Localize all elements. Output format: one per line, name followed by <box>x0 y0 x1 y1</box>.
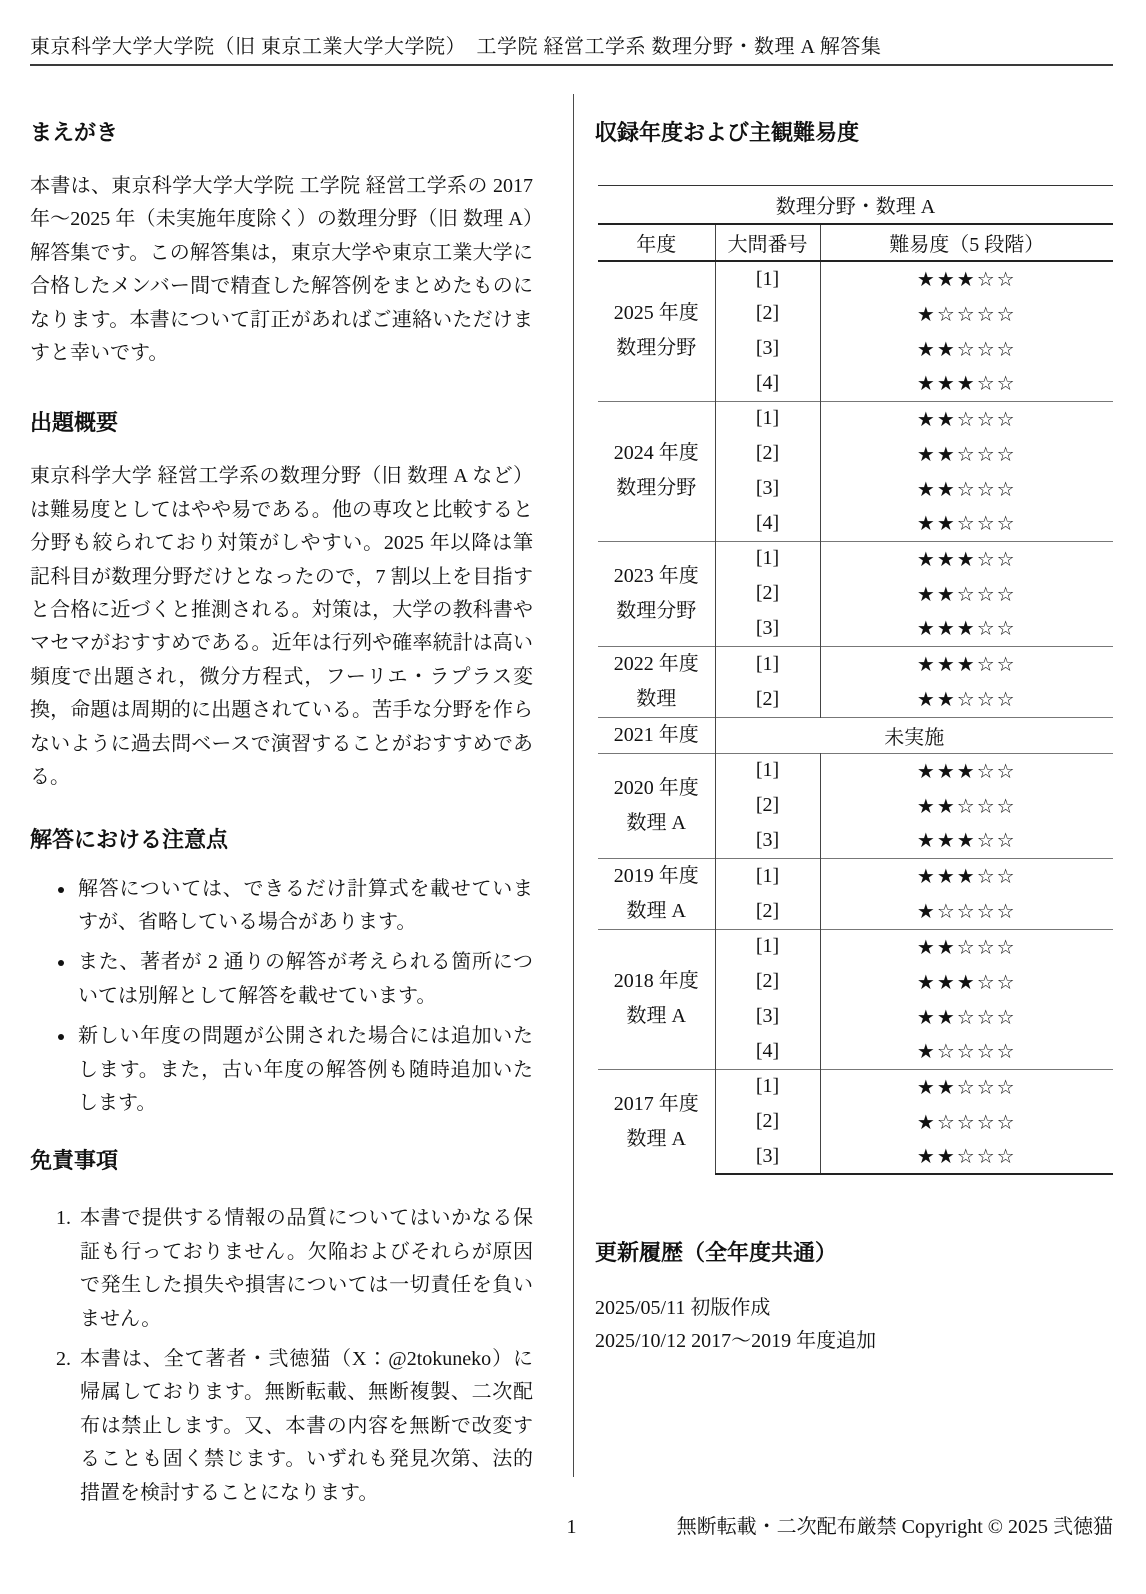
problem-number: [2] <box>715 788 820 823</box>
list-item: 1. 本書で提供する情報の品質についてはいかなる保証も行っておりません。欠陥およびそれらが原因で発生した損失や損害については一切責任を負いません。 <box>76 1202 533 1336</box>
problem-number: [2] <box>715 964 820 999</box>
difficulty-stars: ★★★☆☆ <box>916 969 1017 994</box>
problem-number: [2] <box>715 894 820 930</box>
difficulty-stars: ★★★☆☆ <box>820 858 1113 894</box>
problem-number: [1] <box>715 646 820 682</box>
year-label: 2024 年度 <box>613 442 699 464</box>
subject-label: 数理 <box>636 687 677 710</box>
problem-number: [3] <box>715 471 820 506</box>
problem-number: [3] <box>715 1139 820 1174</box>
year-label: 2021 年度 <box>613 723 699 746</box>
difficulty-stars: ★★★☆☆ <box>820 646 1113 682</box>
header-rule <box>30 64 1113 66</box>
difficulty-stars: ★☆☆☆☆ <box>916 1109 1017 1134</box>
difficulty-stars: ★☆☆☆☆ <box>916 1039 1017 1064</box>
section-heading-history: 更新履歴（全年度共通） <box>595 1240 838 1265</box>
year-label: 2025 年度 <box>613 302 699 325</box>
problem-number: [3] <box>715 823 820 858</box>
list-item: • 新しい年度の問題が公開された場合には追加いたします。また，古い年度の解答例も随時追加いたします。 <box>76 1020 533 1120</box>
difficulty-stars: ★★☆☆☆ <box>820 1069 1113 1104</box>
subject-label: 数理分野 <box>616 337 697 360</box>
column-header-number: 大問番号 <box>715 224 820 261</box>
difficulty-stars: ★★☆☆☆ <box>916 336 1017 361</box>
difficulty-stars: ★★☆☆☆ <box>916 1004 1017 1029</box>
difficulty-stars: ★★★☆☆ <box>916 267 1017 291</box>
table-span-header: 数理分野・数理 A <box>598 186 1113 225</box>
difficulty-stars: ★☆☆☆☆ <box>916 899 1017 923</box>
section-heading-disclaimer: 免責事項 <box>30 1148 119 1174</box>
section-heading-preface: まえがき <box>30 120 119 145</box>
year-cell <box>598 1069 715 1174</box>
column-header-year: 年度 <box>598 224 715 261</box>
problem-number: [1] <box>715 753 820 788</box>
preface-paragraph: 本書は、東京科学大学大学院 工学院 経営工学系の 2017 年〜2025 年（未実施年度除く）の数理分野（旧 数理 A）解答集です。この解答集は，東京大学や東京工業大学に合格したメンバー間で精査した解答例をまとめたものになります。本書について訂正があればご連絡いただけますと幸いです。 <box>30 175 533 365</box>
problem-number: [2] <box>715 436 820 471</box>
subject-label: 数理 A <box>626 1127 686 1150</box>
problem-number: [2] <box>715 1104 820 1139</box>
difficulty-stars: ★★☆☆☆ <box>916 511 1017 536</box>
problem-number: [1] <box>715 858 820 894</box>
difficulty-stars: ★★★☆☆ <box>820 541 1113 576</box>
year-cell <box>598 717 715 753</box>
copyright-notice: 無断転載・二次配布厳禁 Copyright © 2025 弐徳猫 <box>676 1516 1113 1538</box>
difficulty-stars: ★★☆☆☆ <box>916 793 1017 818</box>
year-label: 2017 年度 <box>613 1092 699 1115</box>
difficulty-stars: ★★☆☆☆ <box>820 929 1113 964</box>
year-cell <box>598 541 715 646</box>
column-divider <box>573 94 574 1477</box>
difficulty-stars: ★★★☆☆ <box>916 616 1017 641</box>
disclaimer-list <box>30 1202 533 1510</box>
year-cell <box>598 261 715 401</box>
problem-number: [1] <box>715 261 820 296</box>
problem-number: [3] <box>715 999 820 1034</box>
problem-number: [2] <box>715 576 820 611</box>
not-held-cell: 未実施 <box>715 717 1113 753</box>
history-entry: 2025/10/12 2017〜2019 年度追加 <box>595 1330 877 1352</box>
difficulty-stars: ★★★☆☆ <box>916 371 1017 396</box>
year-cell <box>598 929 715 1069</box>
year-label: 2019 年度 <box>613 864 699 887</box>
problem-number: [1] <box>715 401 820 436</box>
difficulty-stars: ★★☆☆☆ <box>916 581 1017 606</box>
section-heading-notes: 解答における注意点 <box>30 826 229 852</box>
difficulty-stars: ★★★☆☆ <box>820 753 1113 788</box>
year-label: 2023 年度 <box>613 564 699 587</box>
difficulty-stars: ★★☆☆☆ <box>916 441 1017 466</box>
problem-number: [4] <box>715 366 820 401</box>
year-cell <box>598 401 715 541</box>
subject-label: 数理 A <box>626 1005 686 1027</box>
running-header-title: 東京科学大学大学院（旧 東京工業大学大学院） 工学院 経営工学系 数理分野・数理 A 解答集 <box>30 36 882 58</box>
column-header-difficulty: 難易度（5 段階） <box>820 224 1113 261</box>
problem-number: [3] <box>715 611 820 646</box>
section-heading-overview: 出題概要 <box>30 410 119 436</box>
page-number: 1 <box>566 1516 577 1538</box>
subject-label: 数理 A <box>626 899 686 922</box>
list-item: 2. 本書は、全て著者・弐徳猫（X：@2tokuneko）に帰属しております。無断転載、無断複製、二次配布は禁止します。又、本書の内容を無断で改変することも固く禁じます。いずれも発見次第、法的措置を検討することになります。 <box>76 1343 533 1510</box>
left-column <box>30 100 533 1517</box>
problem-number: [4] <box>715 1034 820 1069</box>
section-heading-difficulty: 収録年度および主観難易度 <box>595 120 860 145</box>
list-item: • また、著者が 2 通りの解答が考えられる箇所については別解として解答を載せています。 <box>76 946 533 1013</box>
problem-number: [2] <box>715 682 820 718</box>
difficulty-stars: ★☆☆☆☆ <box>916 301 1017 326</box>
difficulty-table <box>598 185 1113 1175</box>
overview-paragraph: 東京科学大学 経営工学系の数理分野（旧 数理 A など）は難易度としてはやや易である。他の専攻と比較すると分野も絞られており対策がしやすい。2025 年以降は筆記科目が数理分野だけとなったので，7 割以上を目指すと合格に近づくと推測される。対策は，大学の教科書やマセマがおすすめである。近年は行列や確率統計は高い頻度で出題され，微分方程式，フーリエ・ラプラス変換，命題は周期的に出題されている。苦手な分野を作らないように過去問ベースで演習することがおすすめである。 <box>30 465 533 789</box>
problem-number: [3] <box>715 331 820 366</box>
right-column <box>595 100 1113 1358</box>
problem-number: [1] <box>715 1069 820 1104</box>
page-footer <box>30 1512 1113 1542</box>
year-label: 2020 年度 <box>613 776 699 799</box>
problem-number: [1] <box>715 929 820 964</box>
problem-number: [2] <box>715 296 820 331</box>
history-entries <box>595 1292 1113 1358</box>
year-cell <box>598 858 715 929</box>
year-label: 2018 年度 <box>613 970 699 992</box>
difficulty-stars: ★★★☆☆ <box>916 828 1017 853</box>
subject-label: 数理 A <box>626 811 686 834</box>
year-label: 2022 年度 <box>613 652 699 675</box>
list-item: • 解答については、できるだけ計算式を載せていますが、省略している場合があります。 <box>76 873 533 940</box>
difficulty-stars: ★★☆☆☆ <box>820 1139 1113 1174</box>
year-cell <box>598 753 715 858</box>
difficulty-stars: ★★☆☆☆ <box>916 687 1017 711</box>
year-cell <box>598 646 715 717</box>
difficulty-stars: ★★☆☆☆ <box>820 401 1113 436</box>
subject-label: 数理分野 <box>616 477 697 499</box>
problem-number: [1] <box>715 541 820 576</box>
notes-list <box>30 873 533 1121</box>
difficulty-stars: ★★☆☆☆ <box>916 476 1017 501</box>
subject-label: 数理分野 <box>616 599 697 622</box>
history-entry: 2025/05/11 初版作成 <box>595 1297 771 1319</box>
problem-number: [4] <box>715 506 820 541</box>
